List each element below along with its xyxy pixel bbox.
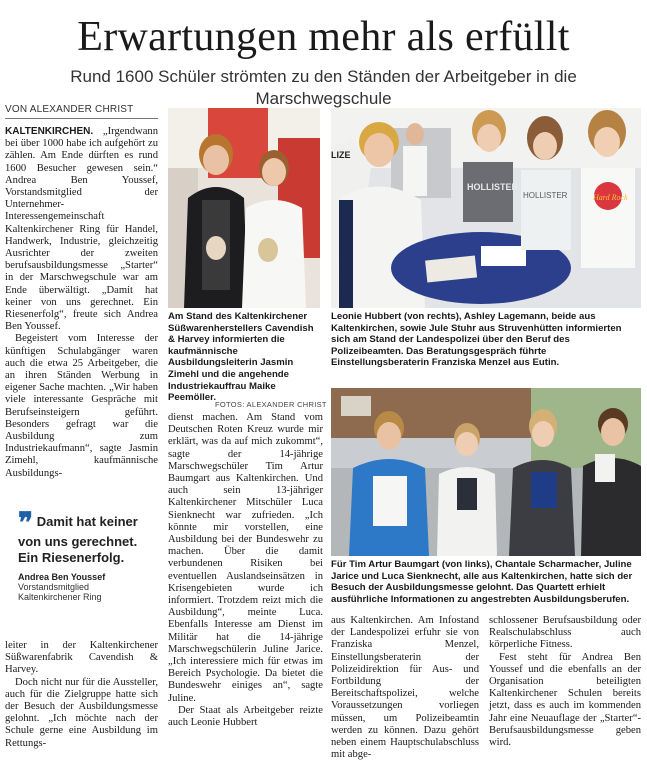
shirt-print-3: Hard Rock [593, 193, 628, 202]
article-column-3 [331, 615, 479, 761]
photo-credit: FOTOS: ALEXANDER CHRIST [215, 400, 327, 409]
photo-police-stand [331, 108, 641, 308]
quote-body: Damit hat keiner von uns gerechnet. Ein Riesenerfolg. [18, 514, 138, 565]
byline-divider [5, 118, 158, 119]
photo-cavendish-image [168, 108, 320, 308]
shirt-print: HOLLISTER [467, 182, 518, 192]
quote-mark-icon: ❞ [18, 508, 34, 539]
photo-police-caption: Leonie Hubbert (von rechts), Ashley Lagemann, beide aus Kaltenkirchen, sowie Jule Stuhr aus Struvenhütten informierten sich am Stand der Landespolizei über den Beruf des Polizeibeamten. Das Beratungsgespräch führte Einstellungsberaterin Franziska Menzel aus Eutin. [331, 311, 622, 369]
photo-cavendish-stand [168, 108, 320, 308]
article-paragraph: schlossener Berufsausbildung oder Realschulabschluss auch körperliche Fitness. [489, 615, 641, 651]
article-paragraph [5, 126, 158, 333]
subheadline: Rund 1600 Schüler strömten zu den Ständen der Arbeitgeber in die Marschwegschule [70, 67, 577, 108]
quote-text [18, 508, 158, 566]
article-paragraph: Fest steht für Andrea Ben Youssef und die ebenfalls an der Organisation beteiligten Kaltenkirchener Schulen bereits jetzt, dass es auch im kommenden Jahr eine Neuauflage der „Starter“-Berufsausbildungsmesse geben wird. [489, 651, 641, 749]
article-paragraph: Doch nicht nur für die Aussteller, auch für die Zielgruppe hatte sich der Besuch der Ausbildungsmesse gelohnt. „Ich möchte nach der Schule gerne eine Ausbildung im Rettungs- [5, 676, 158, 749]
quote-role-org: Kaltenkirchener Ring [18, 592, 102, 602]
article-paragraph: dienst machen. Am Stand vom Deutschen Roten Kreuz wurde mir erklärt, was da auf mich zukommt“, sagte der 14-jährige Marschwegschüler Tim Artur Baumgart aus Kaltenkirchen. Und auch sein 13-jähriger Kaltenkirchener Mitschüler Luca Sienknecht war zufrieden. „Ich könnte mir vorstellen, eine Ausbildung bei der Bundeswehr zu machen. Über die damit verbundenen Risiken bei eventuellen Auslandseinsätzen in Krisengebieten wurde ich informiert. Trotzdem reizt mich die Ausbildung“, meinte Luca. Ebenfalls Interesse am Dienst im Militär hat die 14-jährige Marschwegschülerin Juline Jarice. „Ich interessiere mich für etwas im Bereich Psychologie. Da bietet die Bundeswehr einiges an“, sagte Juline. [168, 412, 323, 704]
photo-quartett-caption: Für Tim Artur Baumgart (von links), Chantale Scharmacher, Juline Jarice und Luca Sienknecht, alle aus Kaltenkirchen, hatte sich der Besuch der Ausbildungsmesse gelohnt. Das Quartett erhielt ausführliche Informationen zu angestrebten Ausbildungsberufen. [331, 559, 633, 605]
pull-quote [18, 508, 158, 602]
article-column-4 [489, 615, 641, 749]
article-text: „Irgendwann bei über 1000 habe ich aufgehört zu zählen. Am Ende dürften es rund 1600 Besucher gewesen sein.“ Andrea Ben Youssef, Vorstandsmitglied der Unternehmer-Interessengemeinschaft Kaltenkirchener Ring für Handel, Handwerk, Industrie, gleichzeitig Ausrichter der zweiten berufsausbildungsmesse „Starter“ in der Marschwegschule war am Ende überwältigt. „Damit hat keiner von uns gerechnet. Ein Riesenerfolg“, freute sich Andrea Ben Youssef. [5, 126, 158, 333]
photo-quartett [331, 388, 641, 556]
shirt-print-2: HOLLISTER [523, 191, 568, 200]
photo-police-image [331, 108, 641, 308]
article-column-2 [168, 412, 323, 729]
dateline: KALTENKIRCHEN. [5, 126, 94, 137]
article-column-1 [5, 126, 158, 480]
quote-role: Vorstandsmitglied [18, 582, 90, 592]
police-label: LIZE [331, 150, 351, 160]
quote-author: Andrea Ben Youssef [18, 572, 106, 582]
article-paragraph: Der Staat als Arbeitgeber reizte auch Leonie Hubbert [168, 704, 323, 729]
byline: VON ALEXANDER CHRIST [5, 104, 134, 115]
photo-quartett-image [331, 388, 641, 556]
photo-cavendish-caption: Am Stand des Kaltenkirchener Süßwarenherstellers Cavendish & Harvey informierten die kaufmännische Ausbildungsleiterin Jasmin Zimehl und die angehende Industriekauffrau Maike Peemöller. [168, 311, 314, 404]
article-paragraph: Begeistert vom Interesse der künftigen Schulabgänger waren auch die etwa 25 Arbeitgeber, die an ihren Ständen Werbung in eigener Sache machten. „Wir haben viele interessante Gespräche mit Berufseinsteigern geführt. Besonders gefragt war die Ausbildung zum Industriekaufmann“, sagte Jasmin Zimehl, kaufmännische Ausbildungs- [5, 333, 158, 479]
article-paragraph: leiter in der Kaltenkirchener Süßwarenfabrik Cavendish & Harvey. [5, 640, 158, 676]
headline: Erwartungen mehr als erfüllt [77, 14, 570, 60]
article-column-1-bottom [5, 640, 158, 750]
article-paragraph: aus Kaltenkirchen. Am Infostand der Landespolizei erfuhr sie von Franziska Menzel, Einstellungsberaterin der Polizeidirektion für Aus- und Fortbildung der Bereitschaftspolizei, welche Voraussetzungen vorliegen müssen, um Polizeibeamtin werden zu können. Dazu gehört neben einem Hauptschulabschluss mit abge- [331, 615, 479, 761]
